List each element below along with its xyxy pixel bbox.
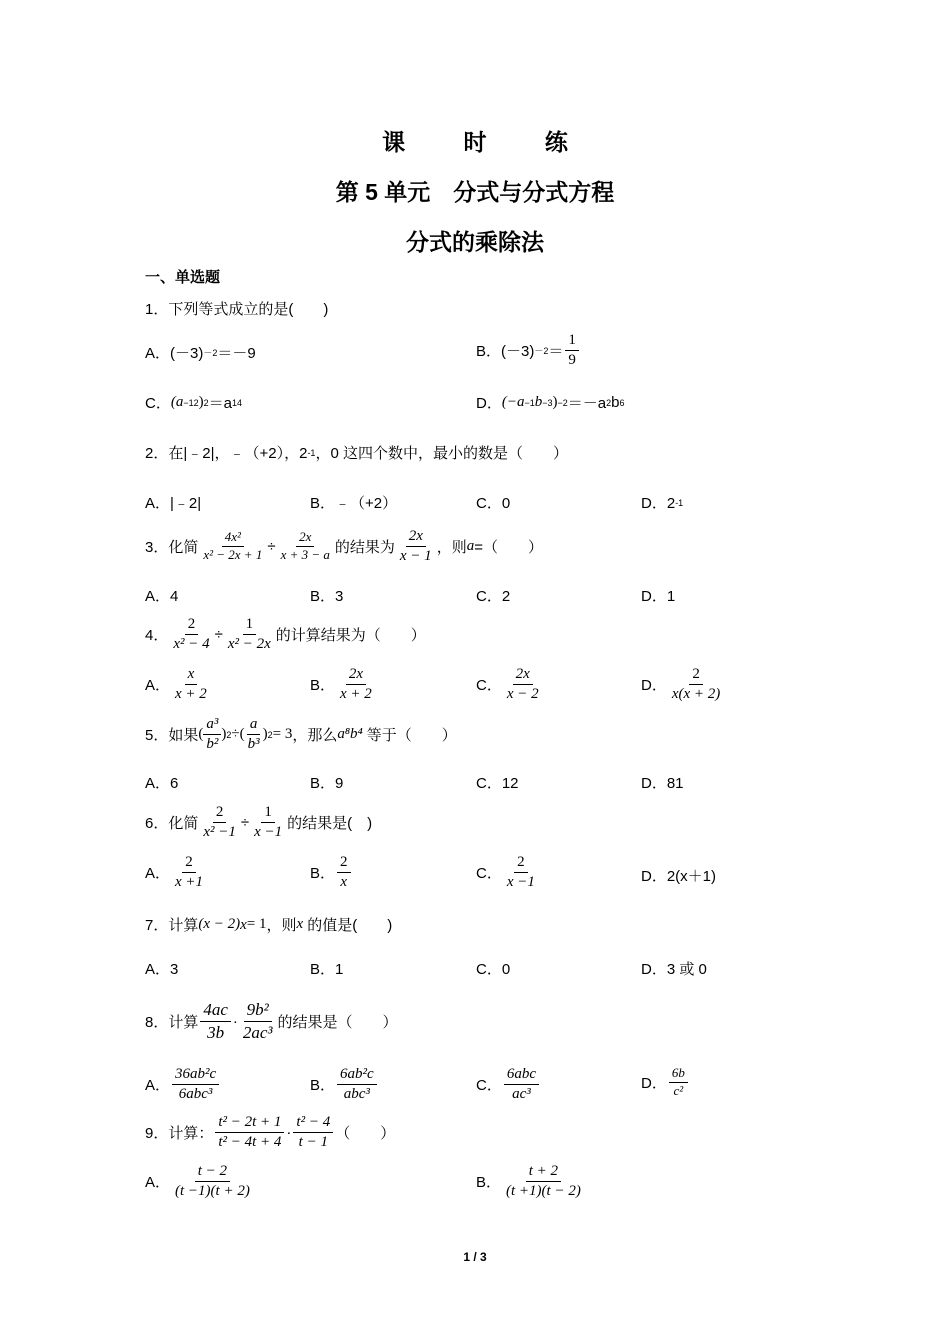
question-5-stem: 5．如果 ( $\frac{\text{a³}}{\text{b²}}$ ) 2 ÷ ( $\frac{a}{\text{b³}}$ ) 2 = 3 ，那么 a⁸b⁴ 等于（ ） [145,716,457,753]
page-number: 1 / 3 [463,1250,487,1264]
question-3-option-b: B．3 [310,588,344,605]
question-7-option-c: C．0 [476,961,511,978]
section-heading: 一、单选题 [145,269,221,286]
question-8-option-d: D． $\frac{6b}{\text{c²}}$ [641,1066,690,1099]
question-8-stem: 8．计算 $\frac{4ac}{3b}$ · $\frac{\text{9b²}}{\text{2ac³}}$ 的结果是（ ） [145,1000,398,1042]
question-4-option-c: C． $\frac{2x}{x - 2}$ [476,666,539,703]
question-6-option-a: A． $\frac{2}{x +1}$ [145,854,204,891]
question-1-option-c: C． (a −12 ) 2 ＝a 14 [145,394,242,412]
question-7-option-a: A．3 [145,961,179,978]
question-4-option-d: D． $\frac{2}{x(x + 2)}$ [641,666,721,703]
question-5-option-a: A．6 [145,775,179,792]
question-1-option-a: A． (－3) －2 ＝－9 [145,345,256,362]
question-8-option-b: B． $\frac{\text{6ab²c}}{\text{abc³}}$ [310,1066,379,1104]
question-4-stem: 4． $\frac{2}{\text{x² − 4}}$ ÷ $\frac{1}{\text{x² − 2x}}$ 的计算结果为（ ） [145,616,426,653]
question-2-option-b: B．﹣（+2） [310,495,398,512]
question-7-option-b: B．1 [310,961,344,978]
question-2-option-c: C．0 [476,495,511,512]
question-5-option-b: B．9 [310,775,344,792]
question-1-option-d: D． (−a −1 b −3 ) −2 ＝－a 2 b 6 [476,394,625,412]
worksheet-title: 课 时 练 [382,129,594,155]
question-1-option-b: B． (－3) －2 ＝ $\frac{1}{9}$ [476,332,581,370]
question-3-option-a: A．4 [145,588,179,605]
question-7-option-d: D．3 或 0 [641,961,707,978]
question-9-option-a: A． $\frac{t - 2}{(t -1)(t + 2)}$ [145,1163,250,1200]
question-8-option-c: C． $\frac{\text{6abc}}{\text{ac³}}$ [476,1066,541,1104]
question-9-option-b: B． $\frac{t + 2}{(t +1)(t - 2)}$ [476,1163,581,1200]
question-6-option-c: C． $\frac{2}{x -1}$ [476,854,535,891]
question-8-option-a: A． $\frac{\text{36ab²c}}{\text{6abc³}}$ [145,1066,221,1104]
question-4-option-b: B． $\frac{2x}{x + 2}$ [310,666,372,703]
question-6-stem: 6．化简 $\frac{2}{\text{x² −1}}$ ÷ $\frac{1}{x -1}$ 的结果是( ) [145,804,373,841]
question-3-option-d: D．1 [641,588,676,605]
unit-title: 第 5 单元 分式与分式方程 [335,179,615,205]
question-7-stem: 7．计算 (x − 2) x = 1 ，则 x 的值是( ) [145,916,393,934]
question-5-option-d: D．81 [641,775,684,792]
question-2-option-a: A．|﹣2| [145,495,202,512]
question-3-stem: 3．化简 $\frac{\text{4x²}}{\text{x² − 2x + 1}}$ ÷ $\frac{2x}{x + 3 - a}$ 的结果为 $\frac{2x}{x - 1}$ ，则 a =（ ） [145,528,543,565]
question-2-stem: 2．在|﹣2|，﹣（+2），2 -1 ，0 这四个数中，最小的数是（ ） [145,445,568,462]
question-6-option-b: B． $\frac{2}{x}$ [310,854,353,892]
question-9-stem: 9．计算： $\frac{\text{t² − 2t + 1}}{\text{t² − 4t + 4}}$ · $\frac{\text{t² − 4}}{t - 1}$ （ ） [145,1114,396,1151]
question-2-option-d: D．2 -1 [641,495,684,512]
question-5-option-c: C．12 [476,775,519,792]
question-4-option-a: A． $\frac{x}{x + 2}$ [145,666,207,703]
question-6-option-d: D．2(x＋1) [641,868,717,885]
question-3-option-c: C．2 [476,588,511,605]
lesson-title: 分式的乘除法 [406,229,544,255]
question-1-stem: 1．下列等式成立的是( ) [145,301,329,318]
